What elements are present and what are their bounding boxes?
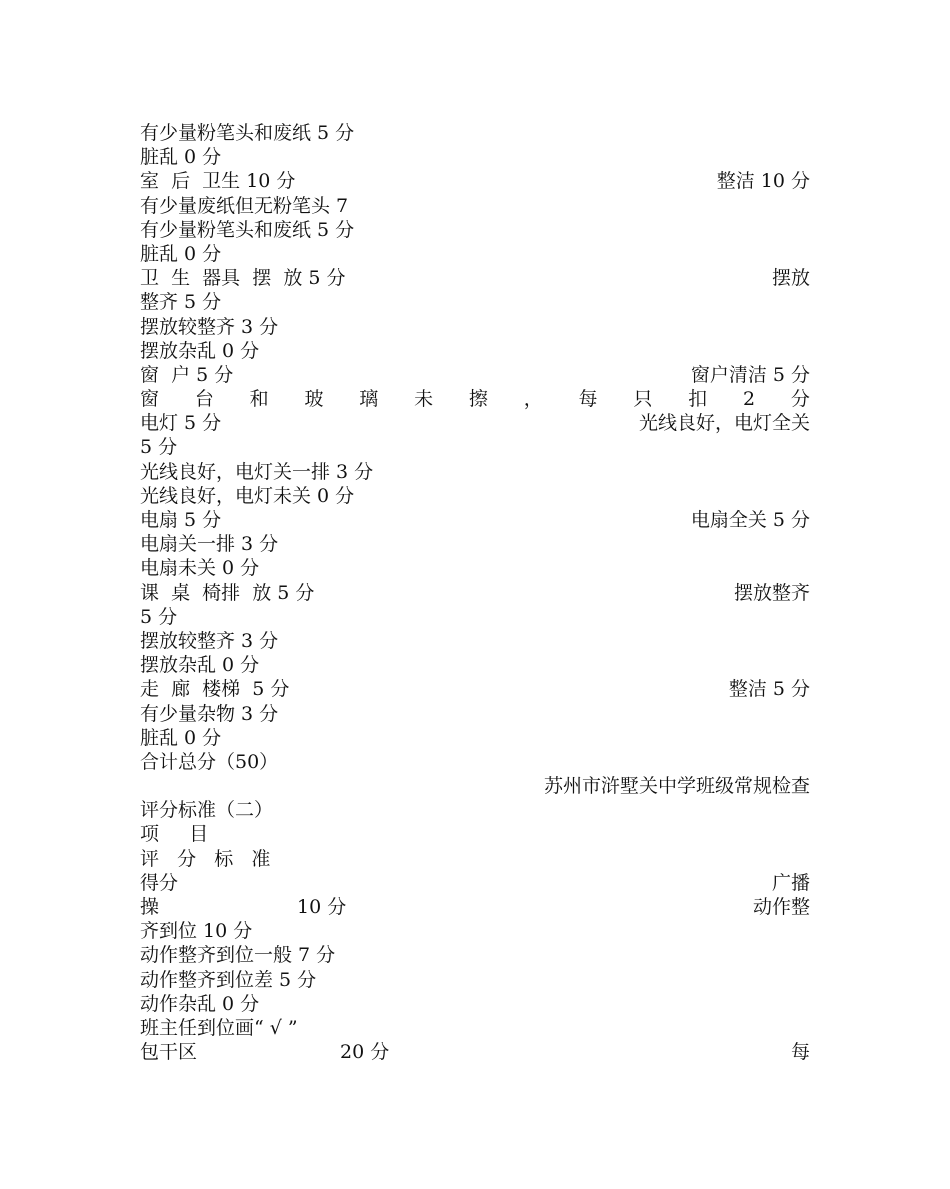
text-line: 摆放较整齐 3 分 (140, 315, 279, 338)
text-line (140, 1040, 810, 1064)
column-header-score: 得分 (140, 871, 179, 894)
item-label: 电扇 5 分 (140, 509, 222, 531)
item-label: 卫 生 器具 摆 放 5 分 (140, 267, 346, 290)
text-line (140, 266, 810, 290)
criterion-text: 整洁 10 分 (716, 170, 810, 193)
char: 2 (742, 388, 756, 411)
char: 台 (194, 388, 214, 411)
text-line: 光线良好，电灯未关 0 分 (140, 484, 355, 507)
char: 每 (578, 388, 598, 411)
item-label: 操 (140, 896, 160, 918)
text-line (140, 871, 810, 895)
text-line: 动作整齐到位差 5 分 (140, 968, 317, 991)
char: 扣 (688, 388, 708, 411)
char: 只 (633, 388, 653, 411)
item-label: 包干区 (140, 1041, 198, 1064)
text-line: 有少量废纸但无粉笔头 7 (140, 194, 349, 217)
char: ， (523, 388, 543, 411)
justified-line (140, 387, 810, 411)
column-header-criteria: 评 分 标 准 (140, 847, 271, 870)
text-line (140, 677, 810, 701)
text-line (140, 581, 810, 605)
text-line: 光线良好，电灯关一排 3 分 (140, 460, 374, 483)
criterion-text: 每 (790, 1041, 810, 1064)
item-score: 10 分 (297, 896, 347, 918)
criterion-text: 摆放 (771, 267, 810, 290)
text-line (140, 508, 810, 532)
total-score-line: 合计总分（50） (140, 750, 279, 773)
text-line: 有少量粉笔头和废纸 5 分 (140, 122, 355, 144)
text-line (140, 363, 810, 387)
criterion-text: 光线良好，电灯全关 (638, 412, 810, 435)
text-line: 5 分 (140, 605, 178, 628)
text-line (140, 895, 810, 919)
item-label: 窗 户 5 分 (140, 363, 234, 386)
document-page (140, 121, 810, 1064)
char: 和 (249, 388, 269, 411)
text-line: 脏乱 0 分 (140, 726, 222, 749)
text-line: 班主任到位画“ √ ” (140, 1016, 298, 1039)
text-line: 有少量粉笔头和废纸 5 分 (140, 218, 355, 241)
text-line: 动作整齐到位一般 7 分 (140, 944, 336, 967)
text-line: 5 分 (140, 436, 178, 459)
text-line: 脏乱 0 分 (140, 146, 222, 169)
document-subtitle: 评分标准（二） (140, 799, 274, 822)
item-score: 20 分 (340, 1041, 390, 1064)
criterion-text: 整洁 5 分 (728, 678, 810, 701)
text-line: 有少量杂物 3 分 (140, 702, 279, 725)
document-title: 苏州市浒墅关中学班级常规检查 (543, 775, 810, 798)
char: 玻 (304, 388, 324, 411)
criterion-text: 摆放整齐 (733, 581, 810, 604)
item-label: 走 廊 楼梯 5 分 (140, 678, 290, 701)
char: 分 (790, 388, 810, 411)
criterion-text: 电扇全关 5 分 (690, 509, 810, 531)
text-line (140, 411, 810, 435)
text-line: 电扇未关 0 分 (140, 557, 260, 580)
criterion-text: 窗户清洁 5 分 (690, 363, 810, 386)
item-label: 课 桌 椅排 放 5 分 (140, 581, 315, 604)
text-line: 摆放较整齐 3 分 (140, 629, 279, 652)
item-label: 广播 (771, 871, 810, 894)
text-line: 摆放杂乱 0 分 (140, 654, 260, 677)
char: 擦 (468, 388, 488, 411)
text-line: 电扇关一排 3 分 (140, 533, 279, 556)
text-line: 脏乱 0 分 (140, 242, 222, 265)
char: 窗 (140, 388, 160, 411)
column-header-item: 项 目 (140, 823, 209, 846)
item-label: 电灯 5 分 (140, 412, 222, 435)
text-line: 摆放杂乱 0 分 (140, 339, 260, 362)
char: 璃 (359, 388, 379, 411)
criterion-text: 动作整 (752, 896, 810, 918)
char: 未 (414, 388, 434, 411)
text-line: 齐到位 10 分 (140, 920, 253, 943)
text-line: 动作杂乱 0 分 (140, 992, 260, 1015)
text-line (140, 169, 810, 193)
item-label: 室 后 卫生 10 分 (140, 170, 296, 193)
text-line: 整齐 5 分 (140, 291, 222, 314)
